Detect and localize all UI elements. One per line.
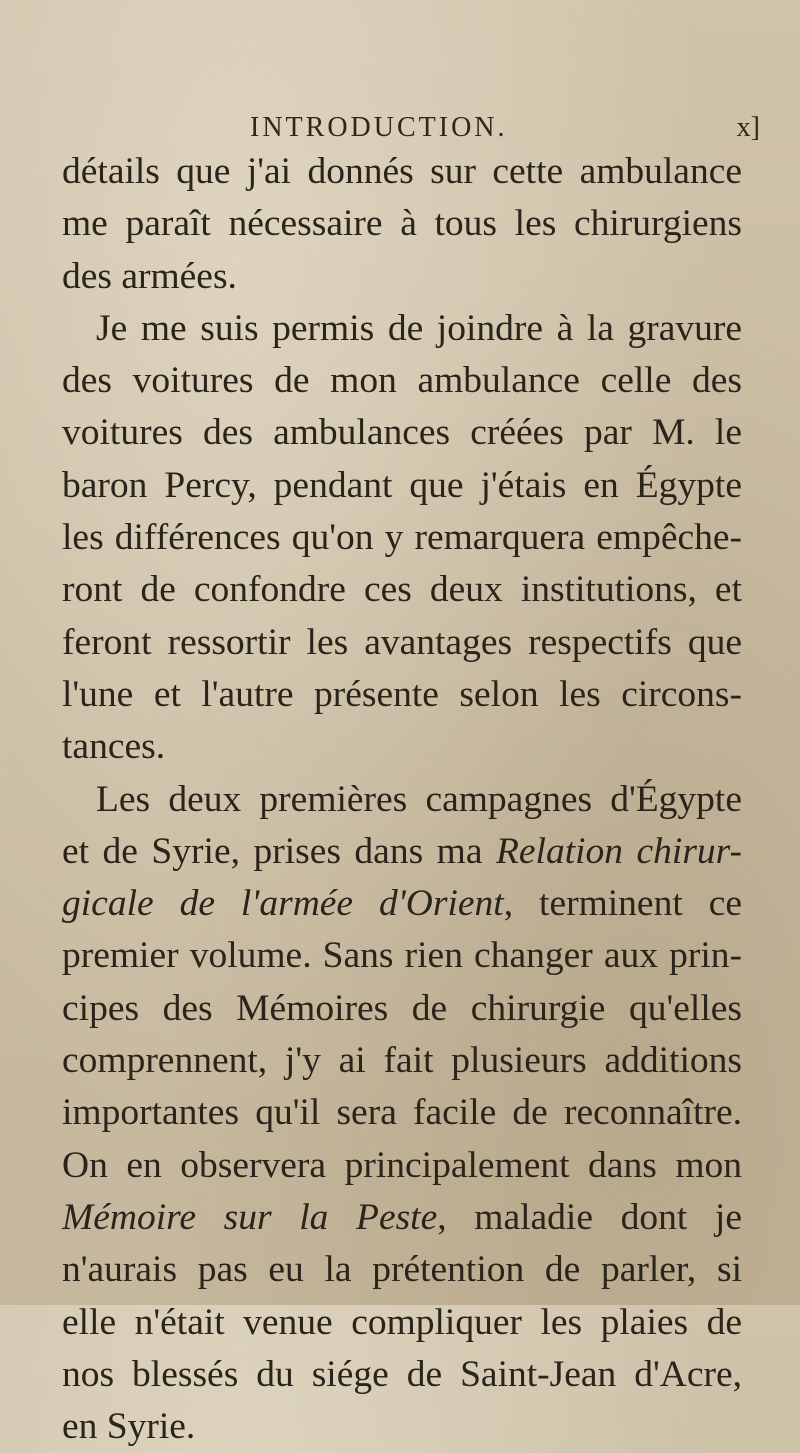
text-line: les différences qu'on y remarquera empêche- — [62, 517, 742, 559]
text-line: voitures des ambulances créées par M. le — [62, 412, 742, 454]
text-line: en Syrie. — [62, 1406, 196, 1448]
text-fragment: , maladie dont je — [437, 1196, 742, 1238]
text-fragment: , terminent ce — [503, 883, 742, 925]
text-line: feront ressortir les avantages respectifs que — [62, 621, 742, 663]
italic-title-fragment: Relation chirur- — [495, 830, 743, 872]
text-line: nos blessés du siége de Saint-Jean d'Acre, — [62, 1353, 742, 1395]
page-number: x] — [736, 112, 760, 143]
text-line: tances. — [62, 726, 166, 768]
italic-title-fragment: gicale de l'armée d'Orient — [62, 883, 504, 925]
body-text — [62, 146, 742, 1453]
text-line: des voitures de mon ambulance celle des — [62, 360, 742, 402]
text-line: comprennent, j'y ai fait plusieurs additions — [62, 1040, 742, 1082]
text-line: n'aurais pas eu la prétention de parler, si — [62, 1249, 742, 1291]
text-line: importantes qu'il sera facile de reconnaître. — [62, 1092, 742, 1134]
text-fragment: et de Syrie, prises dans ma — [62, 830, 496, 872]
text-line — [62, 826, 742, 878]
text-line — [62, 878, 742, 930]
text-line: l'une et l'autre présente selon les circons- — [62, 673, 742, 715]
text-line: cipes des Mémoires de chirurgie qu'elles — [62, 987, 742, 1029]
running-head: INTRODUCTION. — [250, 112, 508, 143]
text-line: me paraît nécessaire à tous les chirurgiens — [62, 203, 742, 245]
text-line: des armées. — [62, 255, 237, 297]
italic-title-fragment: Mémoire sur la Peste — [62, 1196, 438, 1238]
text-line: baron Percy, pendant que j'étais en Égypte — [62, 464, 742, 506]
text-line — [62, 1192, 742, 1244]
text-line: Je me suis permis de joindre à la gravure — [96, 307, 742, 349]
text-line: elle n'était venue compliquer les plaies de — [62, 1301, 742, 1343]
text-line: premier volume. Sans rien changer aux prin- — [62, 935, 742, 977]
text-line: ront de confondre ces deux institutions, et — [62, 569, 742, 611]
text-line: détails que j'ai donnés sur cette ambulance — [62, 151, 742, 192]
text-line: Les deux premières campagnes d'Égypte — [96, 778, 742, 820]
text-line: On en observera principalement dans mon — [62, 1144, 742, 1186]
